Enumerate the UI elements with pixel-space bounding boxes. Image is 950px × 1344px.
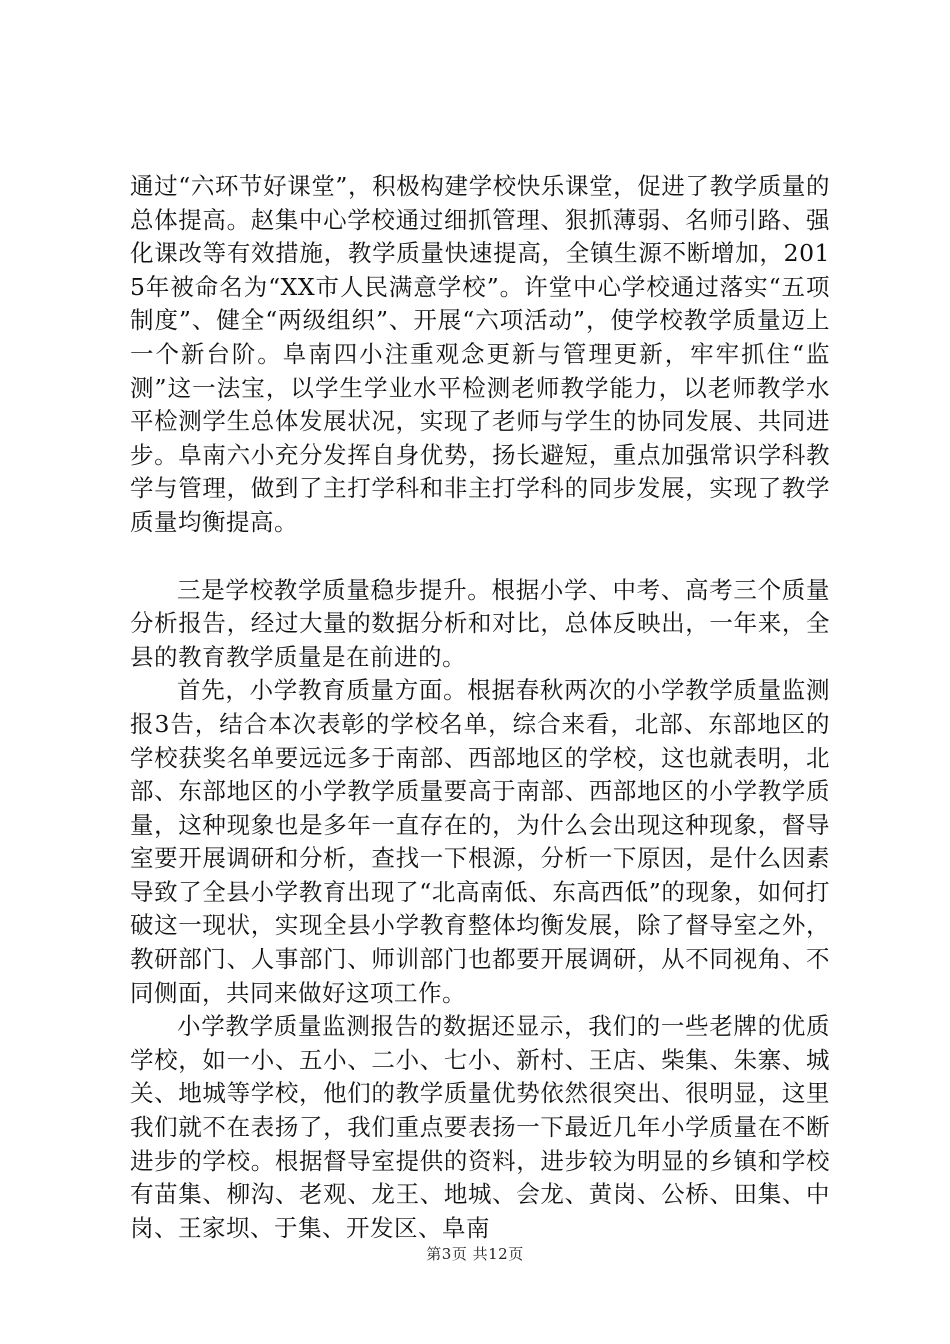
paragraph-primary-quality: 首先，小学教育质量方面。根据春秋两次的小学教学质量监测报3告，结合本次表彰的学校名单，综合来看，北部、东部地区的学校获奖名单要远远多于南部、西部地区的学校，这也就表明，北部、东部地区的小学教学质量要高于南部、西部地区的小学教学质量，这种现象也是多年一直存在的，为什么会出现这种现象，督导室要开展调研和分析，查找一下根源，分析一下原因，是什么因素导致了全县小学教育出现了“北高南低、东高西低”的现象，如何打破这一现状，实现全县小学教育整体均衡发展，除了督导室之外，教研部门、人事部门、师训部门也都要开展调研，从不同视角、不同侧面，共同来做好这项工作。 <box>130 676 830 1007</box>
page-footer: 第3页 共12页 <box>426 1245 524 1263</box>
paragraph-monitoring-report: 小学教学质量监测报告的数据还显示，我们的一些老牌的优质学校，如一小、五小、二小、七小、新村、王店、柴集、朱寨、城关、地城等学校，他们的教学质量优势依然很突出、很明显，这里我们就不在表扬了，我们重点要表扬一下最近几年小学质量在不断进步的学校。根据督导室提供的资料，进步较为明显的乡镇和学校有苗集、柳沟、老观、龙王、地城、会龙、黄岗、公桥、田集、中岗、王家坝、于集、开发区、阜南 <box>130 1012 830 1242</box>
document-body <box>130 170 830 1245</box>
paragraph-continuation: 通过“六环节好课堂”，积极构建学校快乐课堂，促进了教学质量的总体提高。赵集中心学校通过细抓管理、狠抓薄弱、名师引路、强化课改等有效措施，教学质量快速提高，全镇生源不断增加，2015年被命名为“XX市人民满意学校”。许堂中心学校通过落实“五项制度”、健全“两级组织”、开展“六项活动”，使学校教学质量迈上一个新台阶。阜南四小注重观念更新与管理更新，牢牢抓住“监测”这一法宝，以学生学业水平检测老师教学能力，以老师教学水平检测学生总体发展状况，实现了老师与学生的协同发展、共同进步。阜南六小充分发挥自身优势，扬长避短，重点加强常识学科教学与管理，做到了主打学科和非主打学科的同步发展，实现了教学质量均衡提高。 <box>130 172 830 536</box>
paragraph-point-three: 三是学校教学质量稳步提升。根据小学、中考、高考三个质量分析报告，经过大量的数据分析和对比，总体反映出，一年来，全县的教育教学质量是在前进的。 <box>130 575 830 671</box>
